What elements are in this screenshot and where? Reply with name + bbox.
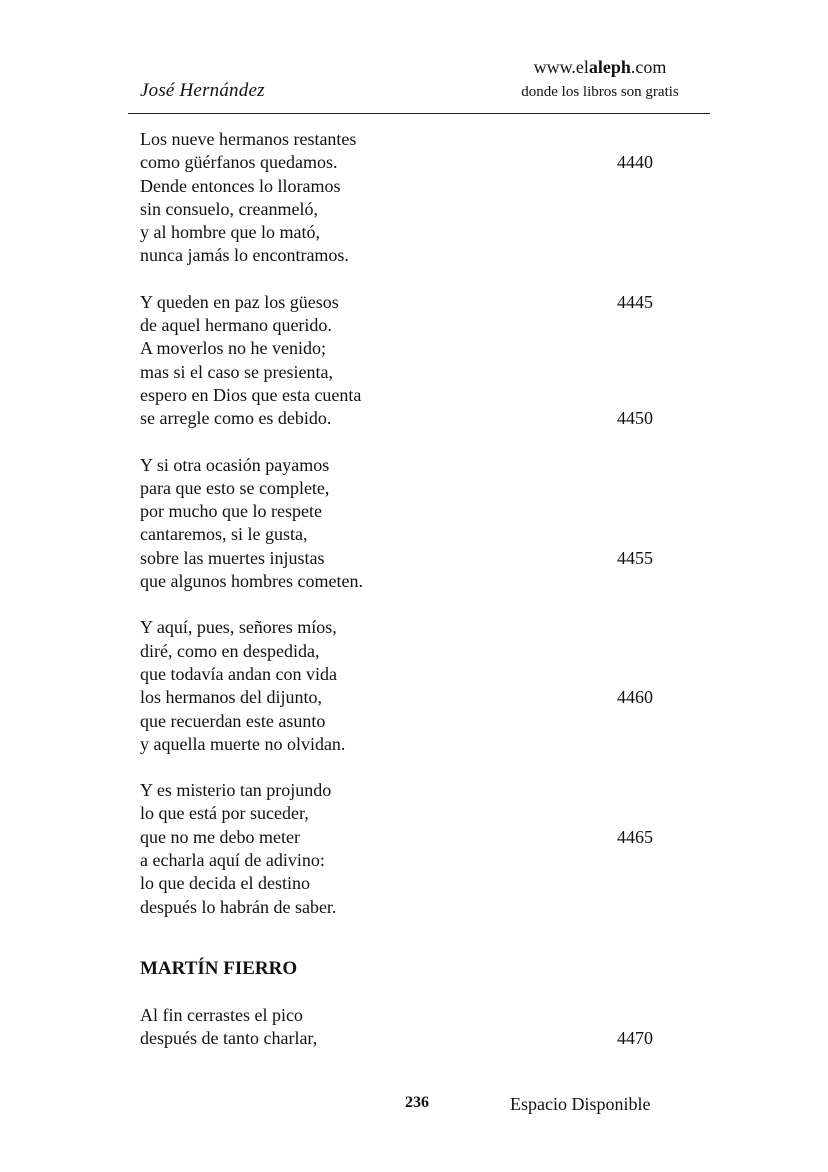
verse-line xyxy=(140,477,700,500)
header-divider xyxy=(128,113,710,114)
verse-text: diré, como en despedida, xyxy=(140,640,320,661)
verse-text: después lo habrán de saber. xyxy=(140,896,337,917)
page-number: 236 xyxy=(405,1094,429,1111)
verse-text: espero en Dios que esta cuenta xyxy=(140,384,362,405)
verse-line xyxy=(140,151,700,174)
verse-number: 4440 xyxy=(617,152,653,173)
footer-label: Espacio Disponible xyxy=(510,1094,651,1114)
verse-line xyxy=(140,407,700,430)
verse-text: Dende entonces lo lloramos xyxy=(140,175,341,196)
stanza xyxy=(140,291,700,431)
verse-text: para que esto se complete, xyxy=(140,477,330,498)
verse-line xyxy=(140,523,700,546)
verse-text: sobre las muertes injustas xyxy=(140,547,325,568)
verse-line xyxy=(140,361,700,384)
verse-text: sin consuelo, creanmeló, xyxy=(140,198,318,219)
verse-text: A moverlos no he venido; xyxy=(140,338,326,359)
verse-line xyxy=(140,384,700,407)
verse-text: que recuerdan este asunto xyxy=(140,710,326,731)
verse-line xyxy=(140,616,700,639)
site-url-suffix: .com xyxy=(630,57,667,77)
verse-text: lo que decida el destino xyxy=(140,873,310,894)
verse-line xyxy=(140,454,700,477)
verse-number: 4465 xyxy=(617,826,653,847)
verse-text: como güérfanos quedamos. xyxy=(140,152,338,173)
verse-text: Y queden en paz los güesos xyxy=(140,291,339,312)
stanza xyxy=(140,128,700,268)
verse-text: y aquella muerte no olvidan. xyxy=(140,733,346,754)
stanza xyxy=(140,616,700,756)
verse-line xyxy=(140,500,700,523)
verse-line xyxy=(140,710,700,733)
speaker-heading: MARTÍN FIERRO xyxy=(140,957,298,979)
verse-line xyxy=(140,337,700,360)
verse-number: 4455 xyxy=(617,547,653,568)
verse-line xyxy=(140,1027,700,1050)
verse-line xyxy=(140,547,700,570)
verse-text: a echarla aquí de adivino: xyxy=(140,850,325,871)
verse-text: Los nueve hermanos restantes xyxy=(140,129,357,149)
verse-line xyxy=(140,314,700,337)
poem-body xyxy=(140,128,700,1051)
verse-text: que algunos hombres cometen. xyxy=(140,571,363,592)
verse-text: Y es misterio tan projundo xyxy=(140,780,332,801)
site-tagline: donde los libros son gratis xyxy=(521,84,679,100)
verse-line xyxy=(140,175,700,198)
verse-text: lo que está por suceder, xyxy=(140,803,309,824)
verse-number: 4470 xyxy=(617,1028,653,1049)
author-name: José Hernández xyxy=(140,80,265,101)
verse-text: cantaremos, si le gusta, xyxy=(140,524,308,545)
verse-line xyxy=(140,663,700,686)
verse-text: Al fin cerrastes el pico xyxy=(140,1004,303,1025)
verse-line xyxy=(140,896,700,919)
verse-number: 4460 xyxy=(617,687,653,708)
final-stanza xyxy=(140,1004,700,1051)
verse-line xyxy=(140,802,700,825)
verse-text: después de tanto charlar, xyxy=(140,1028,318,1049)
verse-text: de aquel hermano querido. xyxy=(140,315,332,336)
verse-line xyxy=(140,686,700,709)
verse-number: 4450 xyxy=(617,408,653,429)
site-url-brand: aleph xyxy=(588,57,631,77)
verse-text: Y aquí, pues, señores míos, xyxy=(140,617,337,638)
verse-line xyxy=(140,221,700,244)
verse-text: Y si otra ocasión payamos xyxy=(140,454,330,475)
verse-line xyxy=(140,128,700,151)
verse-line xyxy=(140,872,700,895)
verse-line xyxy=(140,779,700,802)
verse-line xyxy=(140,570,700,593)
stanza xyxy=(140,1004,700,1051)
site-url[interactable] xyxy=(500,57,700,78)
verse-line xyxy=(140,733,700,756)
verse-line xyxy=(140,826,700,849)
verse-text: que no me debo meter xyxy=(140,826,300,847)
verse-text: y al hombre que lo mató, xyxy=(140,222,320,243)
stanza-list xyxy=(140,128,700,919)
stanza xyxy=(140,454,700,594)
verse-number: 4445 xyxy=(617,291,653,312)
verse-line xyxy=(140,640,700,663)
verse-line xyxy=(140,849,700,872)
verse-text: que todavía andan con vida xyxy=(140,663,337,684)
verse-text: mas si el caso se presienta, xyxy=(140,361,333,382)
verse-line xyxy=(140,244,700,267)
verse-text: los hermanos del dijunto, xyxy=(140,687,322,708)
stanza xyxy=(140,779,700,919)
verse-line xyxy=(140,291,700,314)
verse-line xyxy=(140,1004,700,1027)
verse-text: por mucho que lo respete xyxy=(140,501,322,522)
verse-line xyxy=(140,198,700,221)
site-url-prefix: www.el xyxy=(533,57,589,77)
verse-text: se arregle como es debido. xyxy=(140,408,332,429)
verse-text: nunca jamás lo encontramos. xyxy=(140,245,349,266)
